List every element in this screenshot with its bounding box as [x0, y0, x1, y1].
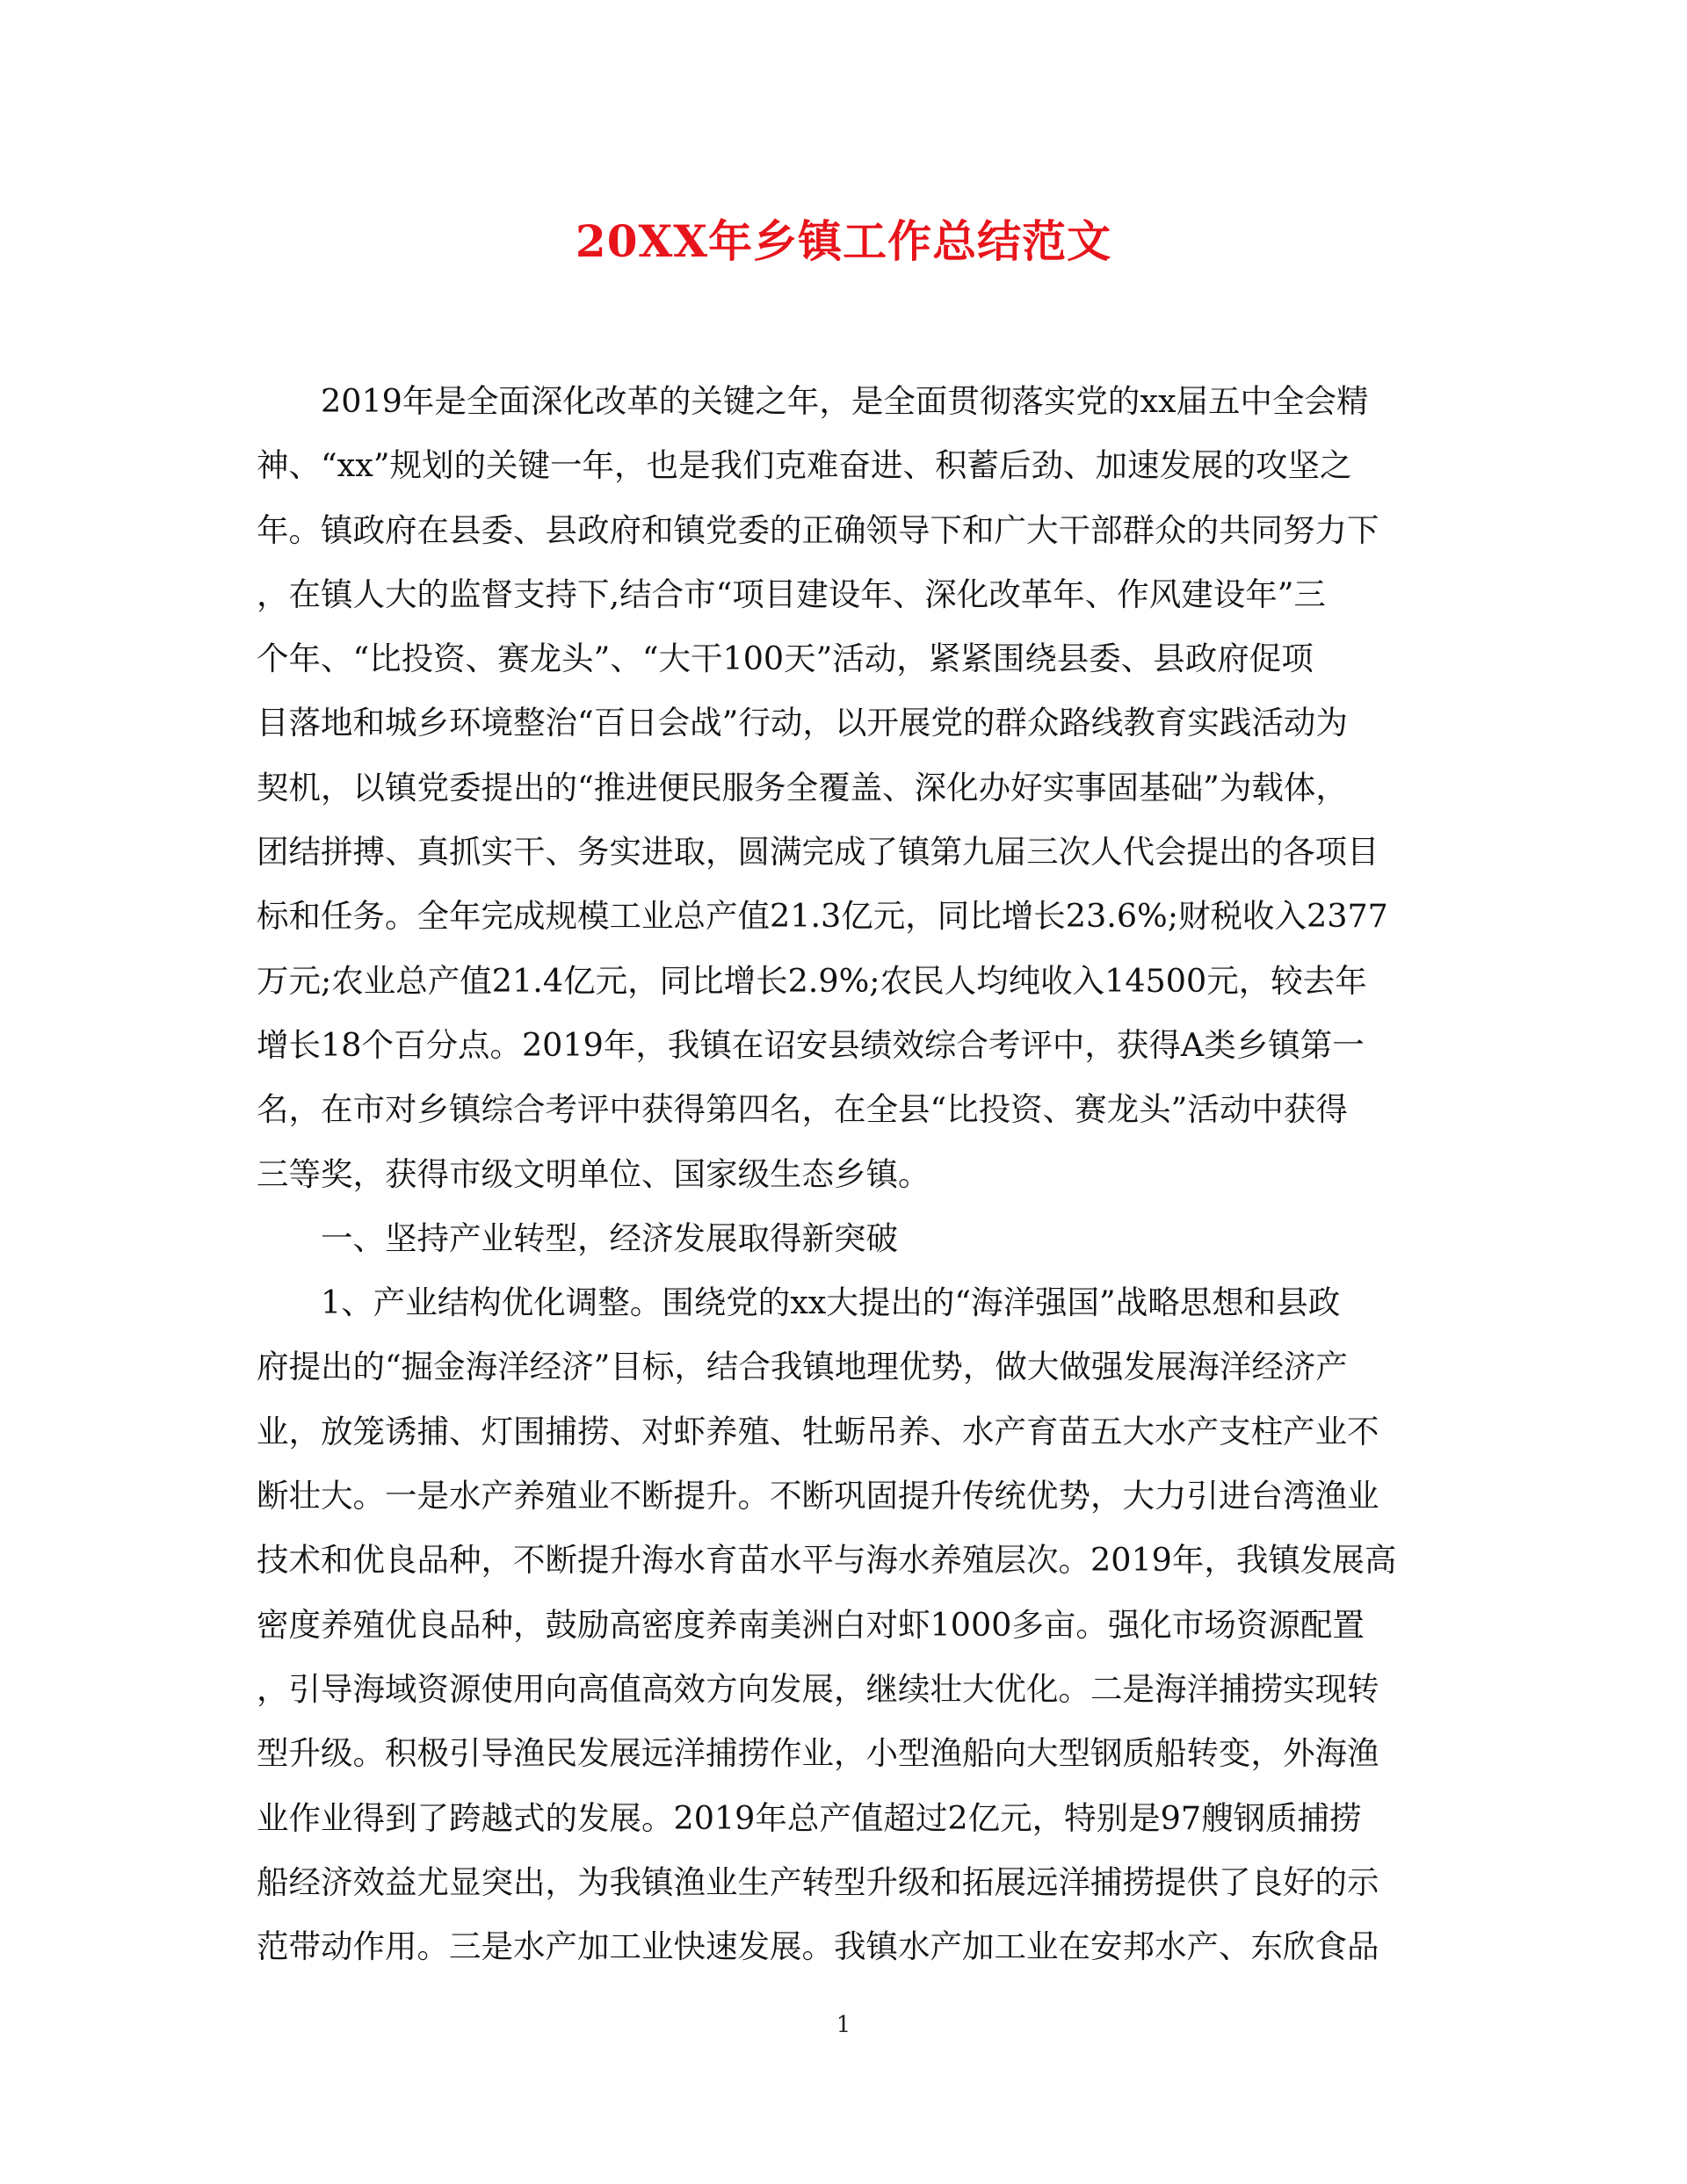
text-line: 神、“xx”规划的关键一年，也是我们克难奋进、积蓄后劲、加速发展的攻坚之 [257, 446, 1352, 485]
text-line: 业作业得到了跨越式的发展。2019年总产值超过2亿元，特别是97艘钢质捕捞 [257, 1798, 1362, 1837]
text-line: 府提出的“掘金海洋经济”目标，结合我镇地理优势，做大做强发展海洋经济产 [257, 1348, 1348, 1386]
text-line: 密度养殖优良品种，鼓励高密度养南美洲白对虾1000多亩。强化市场资源配置 [257, 1605, 1365, 1644]
text-line: 增长18个百分点。2019年，我镇在诏安县绩效综合考评中，获得A类乡镇第一 [257, 1025, 1365, 1064]
text-line: 2019年是全面深化改革的关键之年，是全面贯彻落实党的xx届五中全会精 [321, 382, 1369, 420]
document-body [257, 369, 1416, 1978]
text-line: 名，在市对乡镇综合考评中获得第四名，在全县“比投资、赛龙头”活动中获得 [257, 1090, 1348, 1129]
text-line: 三等奖，获得市级文明单位、国家级生态乡镇。 [257, 1154, 930, 1193]
text-line: 年。镇政府在县委、县政府和镇党委的正确领导下和广大干部群众的共同努力下 [257, 510, 1379, 549]
text-line: 技术和优良品种，不断提升海水育苗水平与海水养殖层次。2019年，我镇发展高 [257, 1541, 1397, 1580]
text-line: 万元;农业总产值21.4亿元，同比增长2.9%;农民人均纯收入14500元，较去年 [257, 961, 1367, 1000]
text-line: ，在镇人大的监督支持下,结合市“项目建设年、深化改革年、作风建设年”三 [257, 575, 1326, 613]
section-heading: 一、坚持产业转型，经济发展取得新突破 [321, 1219, 898, 1257]
document-title: 20XX年乡镇工作总结范文 [575, 215, 1112, 267]
text-line: 范带动作用。三是水产加工业快速发展。我镇水产加工业在安邦水产、东欣食品 [257, 1927, 1379, 1966]
text-line: 个年、“比投资、赛龙头”、“大干100天”活动，紧紧围绕县委、县政府促项 [257, 640, 1314, 678]
text-line: 业，放笼诱捕、灯围捕捞、对虾养殖、牡蛎吊养、水产育苗五大水产支柱产业不 [257, 1412, 1379, 1450]
text-line: 目落地和城乡环境整治“百日会战”行动，以开展党的群众路线教育实践活动为 [257, 704, 1348, 742]
text-line: 船经济效益尤显突出，为我镇渔业生产转型升级和拓展远洋捕捞提供了良好的示 [257, 1862, 1379, 1901]
text-line: 标和任务。全年完成规模工业总产值21.3亿元，同比增长23.6%;财税收入2377 [257, 897, 1388, 936]
text-line: 断壮大。一是水产养殖业不断提升。不断巩固提升传统优势，大力引进台湾渔业 [257, 1477, 1379, 1515]
text-line: 型升级。积极引导渔民发展远洋捕捞作业，小型渔船向大型钢质船转变，外海渔 [257, 1734, 1379, 1773]
text-line: 1、产业结构优化调整。围绕党的xx大提出的“海洋强国”战略思想和县政 [321, 1284, 1341, 1322]
text-line: ，引导海域资源使用向高值高效方向发展，继续壮大优化。二是海洋捕捞实现转 [257, 1669, 1379, 1708]
page-number: 1 [836, 2012, 851, 2038]
text-line: 契机，以镇党委提出的“推进便民服务全覆盖、深化办好实事固基础”为载体， [257, 768, 1348, 806]
text-line: 团结拼搏、真抓实干、务实进取，圆满完成了镇第九届三次人代会提出的各项目 [257, 833, 1379, 871]
